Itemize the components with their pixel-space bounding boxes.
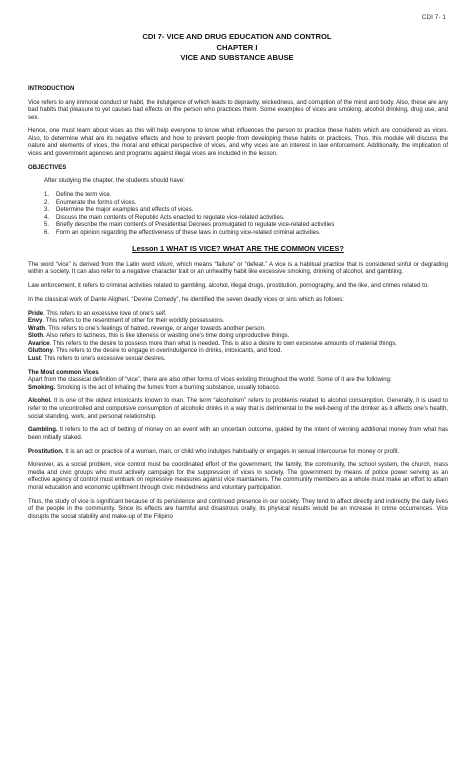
objective-number: 3.: [44, 207, 50, 214]
smoking-item: [28, 385, 448, 393]
objectives-lead: After studying the chapter, the students should have:: [44, 178, 185, 185]
objective-item: [44, 192, 448, 200]
lesson-paragraph-definition: [28, 262, 448, 277]
title-chapter: CHAPTER I: [216, 42, 258, 52]
title-course: CDI 7- VICE AND DRUG EDUCATION AND CONTROL: [142, 32, 332, 41]
moreover-paragraph: Moreover, as a social problem, vice control must be coordinated effort of the government, the family, the community, the school system, the church, mass media and civic groups who must actively campaign for the suppression of vices in society. The government by means of police power serving as an effective agency of control must embark on repressive measures against vice maintainers. The community members as a whole must make an effort to attain moral education and economic upliftment through civic mindedness and voluntary participation.: [28, 462, 448, 491]
title-chapter-name: VICE AND SUBSTANCE ABUSE: [180, 53, 294, 62]
thus-paragraph: Thus, the study of vice is significant because of its persistence and continued presence in our society. They tend to affect directly and indirectly the daily lives of the people in the community. Since its effects are harmful and disastrous orally, its physical results would be an increase in crime occurrences. Vice disrupts the social stability and make-up of the Filipino: [28, 498, 448, 520]
alcohol-description: It is one of the oldest intoxicants known to man. The term “alcoholism” refers to problems related to alcohol consumption. Generally, it is used to refer to the uncontrolled and compulsive consumption of alcoholic drinks in a way that is detrimental to the well-being of the drinker as it affects one’s health, social standing, work, and personal relationship.: [28, 398, 448, 420]
alcohol-paragraph: [28, 398, 448, 421]
vice-description: . This refers to the desire to engage in overindulgence in drinks, intoxicants, and food.: [52, 348, 282, 355]
vice-description: . This refers to an excessive love of one’s self.: [43, 310, 167, 317]
lesson-title: Lesson 1 WHAT IS VICE? WHAT ARE THE COMMON VICES?: [132, 244, 344, 254]
common-vices-text: Apart from the classical definition of “vice”, there are also other forms of vices existing throughout the world. Some of it are the following:: [28, 377, 392, 384]
page-label: CDI 7- 1: [421, 14, 446, 21]
objective-item: [44, 200, 448, 208]
objective-item: [44, 207, 448, 215]
deadly-vice-item: [28, 356, 448, 364]
objectives-heading: OBJECTIVES: [28, 164, 67, 171]
lesson-paragraph-dante: In the classical work of Dante Aligheri, “Devine Comedy”, he identified the seven deadly vices or sins which as follows:: [28, 296, 344, 303]
vice-term: Lust: [28, 355, 41, 362]
objective-text: Briefly describe the main contents of Presidential Decrees promulgated to regulate vice-related activities: [56, 222, 335, 229]
introduction-paragraph-1: Vice refers to any immoral conduct or habit, the indulgence of which leads to depravity, wickedness, and corruption of the mind and body. Also, these are any bad habits that pleasure to yet causes bad effects on the person who practices them. Some examples of vices are smoking, alcohol drinking, drug use, and sex.: [28, 99, 448, 121]
alcohol-term: Alcohol.: [28, 398, 52, 405]
objective-text: Define the term vice.: [56, 192, 112, 199]
prostitution-description: It is an act or practice of a woman, man, or child who indulges habitually or engages in sexual intercourse for money or profit.: [63, 448, 400, 455]
objective-number: 4.: [44, 214, 50, 221]
vice-description: . This refers to one’s excessive sexual desires.: [40, 355, 166, 362]
introduction-heading: INTRODUCTION: [28, 86, 75, 92]
document-body: [28, 86, 448, 528]
vice-term: Avarice: [28, 340, 50, 347]
gambling-paragraph: [28, 427, 448, 442]
introduction-paragraph-2: Hence, one must learn about vices as this will help everyone to know what influences the person to practice these habits which are considered as vices. Also, to determine what are its negative effects and how to prevent people from developing these habits or practices. Thus, this module will discuss the nature and elements of vices, the moral and ethical perspective of vices, and why vices are an interest in law enforcement. Additionally, the implication of vices and government agencies and programs against illegal vices are included in the lesson.: [28, 128, 448, 158]
lesson-paragraph-law-enforcement: Law enforcement, it refers to criminal activities related to gambling, alcohol, illegal drugs, prostitution, pornography, and the like, and crimes related to.: [28, 283, 429, 290]
definition-text-start: The word “vice” is derived from the Latin word: [28, 261, 157, 268]
prostitution-paragraph: [28, 449, 448, 457]
objective-item: [44, 230, 448, 238]
deadly-vice-item: [28, 348, 448, 356]
objective-number: 5.: [44, 222, 50, 229]
smoking-description: Smoking is the act of inhaling the fumes from a burning substance, usually tobacco.: [55, 384, 281, 391]
vice-term: Pride: [28, 310, 44, 317]
objective-item: [44, 222, 448, 230]
objective-text: Enumerate the forms of vices.: [56, 199, 137, 206]
vice-term: Envy: [28, 318, 43, 325]
vice-description: . This refers to the desire to possess more than what is needed. This is also a desire to own excessive amounts of material things.: [49, 340, 397, 347]
deadly-vice-item: [28, 311, 448, 319]
vice-description: . This refers to the resentment of other for their worldly possessions.: [42, 318, 225, 325]
objective-number: 6.: [44, 229, 50, 236]
prostitution-term: Prostitution.: [28, 448, 64, 455]
objective-text: Form an opinion regarding the effectiveness of these laws in curbing vice-related criminal activities.: [56, 229, 321, 236]
deadly-vice-item: [28, 318, 448, 326]
common-vices-intro: [28, 370, 448, 393]
deadly-vices-list: [28, 311, 448, 364]
latin-term: vitium: [156, 261, 173, 268]
objectives-list: [28, 192, 448, 237]
common-vices-heading: The Most common Vices: [28, 369, 99, 376]
deadly-vice-item: [28, 333, 448, 341]
document-title: [0, 32, 474, 64]
smoking-term: Smoking.: [28, 384, 56, 391]
vice-description: . Also refers to laziness, this is like idleness or wasting one’s time doing unproductive things.: [43, 333, 290, 340]
vice-description: . This refers to one’s feelings of hatred, revenge, or anger towards another person.: [45, 325, 266, 332]
vice-term: Gluttony: [28, 348, 53, 355]
objective-item: [44, 215, 448, 223]
gambling-description: It refers to the act of betting of money on an event with an uncertain outcome, guided by the intent of winning additional money from what has been initially staked.: [28, 427, 448, 441]
vice-term: Wrath: [28, 325, 46, 332]
objective-text: Discuss the main contents of Republic Acts enacted to regulate vice-related activities.: [56, 214, 285, 221]
deadly-vice-item: [28, 341, 448, 349]
objective-number: 2.: [44, 199, 50, 206]
vice-term: Sloth: [28, 333, 44, 340]
definition-text-end: , which means “failure” or “defeat.” A vice is a habitual practice that is considered sinful or degrading within a society. It can also refer to a negative character trait or an unhealthy habit like excessive smoking, drinking of alcohol, and gambling.: [28, 261, 448, 276]
gambling-term: Gambling.: [28, 427, 58, 434]
deadly-vice-item: [28, 326, 448, 334]
objective-number: 1.: [44, 192, 50, 199]
objective-text: Determine the major examples and effects of vices.: [56, 207, 194, 214]
